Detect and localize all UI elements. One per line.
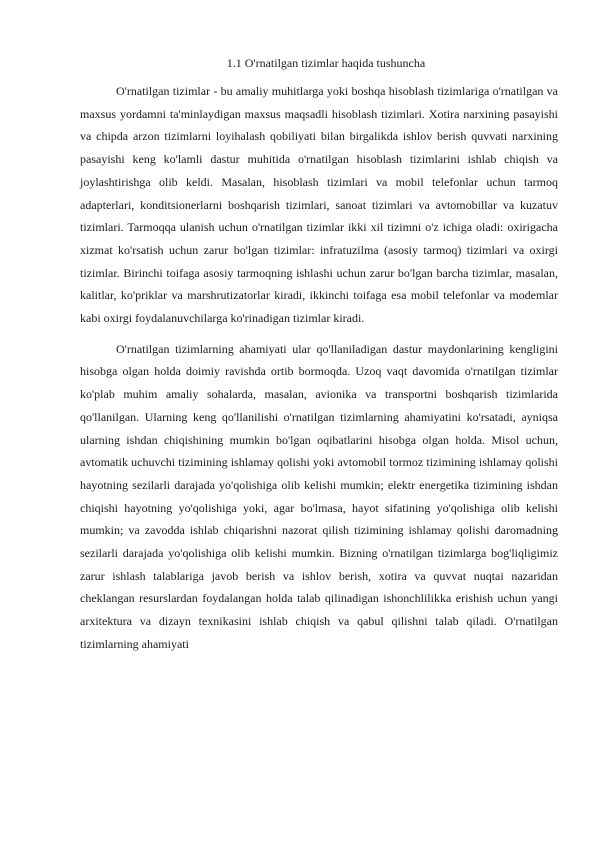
- section-title: 1.1 O'rnatilgan tizimlar haqida tushuncha: [226, 56, 426, 70]
- paragraph-1: O'rnatilgan tizimlar - bu amaliy muhitlarga yoki boshqa hisoblash tizimlariga o'rnatilgan va maxsus yordamni ta'minlaydigan maxsus maqsadli hisoblash tizimlari. Xotira narxining pasayishi va chipda arzon tizimlarni loyihalash qobiliyati bilan birgalikda ishlov berish quvvati narxining pasayishi keng ko'lamli dastur muhitida o'rnatilgan hisoblash tizimlarini ishlab chiqish va joylashtirishga olib keldi. Masalan, hisoblash tizimlari va mobil telefonlar uchun tarmoq adapterlari, konditsionerlarni boshqarish tizimlari, sanoat tizimlari va avtomobillar va kuzatuv tizimlari. Tarmoqqa ulanish uchun o'rnatilgan tizimlar ikki xil tizimni o'z ichiga oladi: oxirigacha xizmat ko'rsatish uchun zarur bo'lgan tizimlar: infratuzilma (asosiy tarmoq) tizimlari va oxirgi tizimlar. Birinchi toifaga asosiy tarmoqning ishlashi uchun zarur bo'lgan barcha tizimlar, masalan, kalitlar, ko'priklar va marshrutizatorlar kiradi, ikkinchi toifaga esa mobil telefonlar va modemlar kabi oxirgi foydalanuvchilarga ko'rinadigan tizimlar kiradi.: [80, 84, 558, 326]
- paragraph-2: O'rnatilgan tizimlarning ahamiyati ular qo'llaniladigan dastur maydonlarining kengligini hisobga olgan holda doimiy ravishda ortib bormoqda. Uzoq vaqt davomida o'rnatilgan tizimlar ko'plab muhim amaliy sohalarda, masalan, avionika va transportni boshqarish tizimlarida qo'llanilgan. Ularning keng qo'llanilishi o'rnatilgan tizimlarning ahamiyatini ko'rsatadi, ayniqsa ularning ishdan chiqishining mumkin bo'lgan oqibatlarini hisobga olgan holda. Misol uchun, avtomatik uchuvchi tizimining ishlamay qolishi yoki avtomobil tormoz tizimining ishlamay qolishi hayotning sezilarli darajada yo'qolishiga olib kelishi mumkin; elektr energetika tizimining ishdan chiqishi hayotning yo'qolishiga yoki, agar bo'lmasa, hayot sifatining yo'qolishiga olib kelishi mumkin; va zavodda ishlab chiqarishni nazorat qilish tizimining ishlamay qolishi daromadning sezilarli darajada yo'qolishiga olib kelishi mumkin. Bizning o'rnatilgan tizimlarga bog'liqligimiz zarur ishlash talablariga javob berish va ishlov berish, xotira va quvvat nuqtai nazaridan cheklangan resurslardan foydalangan holda talab qilinadigan ishonchlilikka erishish uchun yangi arxitektura va dizayn texnikasini ishlab chiqish va qabul qilishni talab qiladi. O'rnatilgan tizimlarning ahamiyati: [80, 341, 558, 651]
